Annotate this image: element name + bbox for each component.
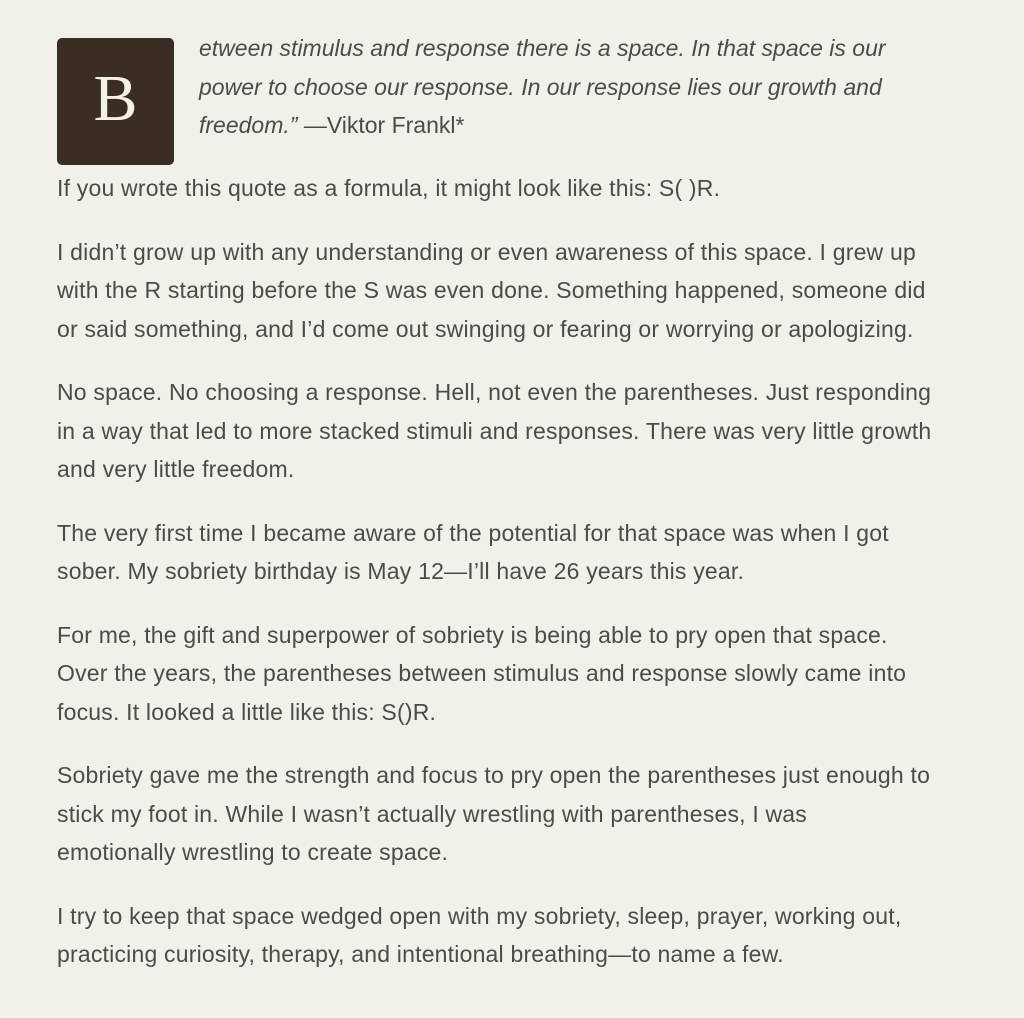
epigraph-attribution: —Viktor Frankl* bbox=[297, 112, 465, 138]
paragraph-wedged-open: I try to keep that space wedged open with my sobriety, sleep, prayer, working out, practicing curiosity, therapy, and intentional breathing—to name a few. bbox=[57, 902, 902, 967]
epigraph-quote bbox=[199, 29, 932, 145]
paragraph-first-time: The very first time I became aware of the potential for that space was when I got sober. My sobriety birthday is May 12—I’ll have 26 years this year. bbox=[57, 519, 889, 584]
paragraph-grow-up: I didn’t grow up with any understanding or even awareness of this space. I grew up with the R starting before the S was even done. Something happened, someone did or said something, and I’d come out swinging or fearing or worrying or apologizing. bbox=[57, 238, 926, 342]
paragraph-no-space: No space. No choosing a response. Hell, not even the parentheses. Just responding in a way that led to more stacked stimuli and responses. There was very little growth and very little freedom. bbox=[57, 379, 932, 482]
dropcap-letter: B bbox=[57, 38, 174, 165]
paragraph-gift-superpower: For me, the gift and superpower of sobriety is being able to pry open that space. Over the years, the parentheses between stimulus and response slowly came into focus. It looked a little like this: S()R. bbox=[57, 621, 907, 725]
paragraph-strength-focus: Sobriety gave me the strength and focus to pry open the parentheses just enough to stick my foot in. While I wasn’t actually wrestling with parentheses, I was emotionally wrestling to create space. bbox=[57, 762, 931, 865]
epigraph-quote-text: etween stimulus and response there is a space. In that space is our power to choose our response. In our response lies our growth and freedom.” bbox=[199, 35, 886, 138]
paragraph-formula: If you wrote this quote as a formula, it might look like this: S( )R. bbox=[57, 175, 721, 201]
epigraph-block bbox=[57, 35, 932, 165]
